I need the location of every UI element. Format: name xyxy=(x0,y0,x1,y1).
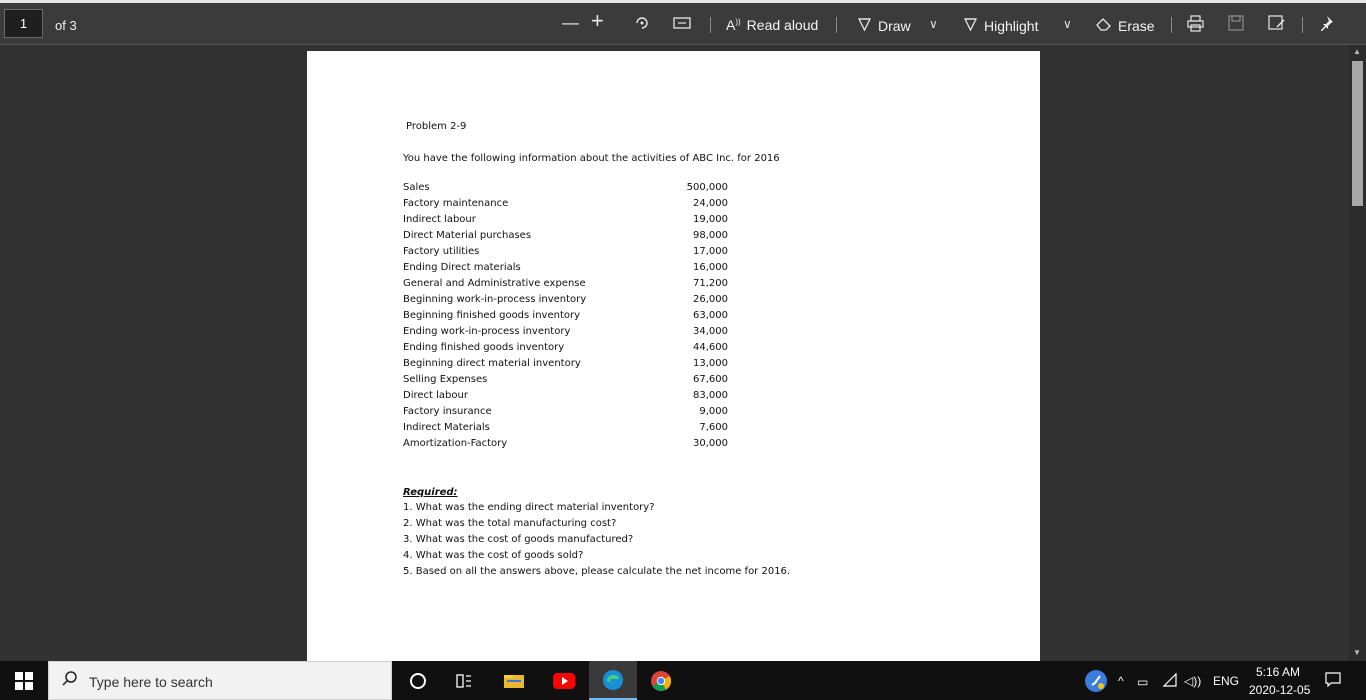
read-aloud-label: Read aloud xyxy=(746,17,819,33)
question-item: 5. Based on all the answers above, please calculate the net income for 2016. xyxy=(403,566,791,577)
required-heading: Required: xyxy=(403,487,458,498)
item-value: 34,000 xyxy=(693,326,728,337)
table-row xyxy=(403,294,733,310)
intro-text: You have the following information about the activities of ABC Inc. for 2016 xyxy=(403,153,780,164)
item-label: Indirect Materials xyxy=(403,422,490,433)
item-value: 13,000 xyxy=(693,358,728,369)
table-row xyxy=(403,310,733,326)
question-item: 1. What was the ending direct material inventory? xyxy=(403,502,655,513)
help-icon[interactable] xyxy=(1076,661,1116,700)
item-label: Factory maintenance xyxy=(403,198,509,209)
windows-logo-icon xyxy=(15,672,23,680)
youtube-icon[interactable] xyxy=(540,661,588,700)
item-value: 44,600 xyxy=(693,342,728,353)
file-explorer-icon[interactable] xyxy=(490,661,538,700)
item-label: Direct Material purchases xyxy=(403,230,532,241)
zoom-out-icon[interactable]: — xyxy=(562,13,579,32)
item-label: Ending work-in-process inventory xyxy=(403,326,571,337)
save-as-icon[interactable] xyxy=(1268,15,1286,36)
table-row xyxy=(403,438,733,454)
chrome-icon[interactable] xyxy=(637,661,685,700)
item-label: Selling Expenses xyxy=(403,374,488,385)
item-value: 24,000 xyxy=(693,198,728,209)
highlight-chevron-down-icon[interactable]: ∨ xyxy=(1063,17,1072,31)
table-row xyxy=(403,246,733,262)
print-icon[interactable] xyxy=(1187,15,1204,37)
search-icon xyxy=(62,671,78,691)
item-label: Ending Direct materials xyxy=(403,262,521,273)
problem-title: Problem 2-9 xyxy=(406,121,467,132)
item-label: Beginning work-in-process inventory xyxy=(403,294,587,305)
task-view-icon[interactable] xyxy=(440,661,488,700)
item-label: Sales xyxy=(403,182,430,193)
table-row xyxy=(403,262,733,278)
item-value: 9,000 xyxy=(699,406,728,417)
item-value: 500,000 xyxy=(686,182,728,193)
draw-chevron-down-icon[interactable]: ∨ xyxy=(929,17,938,31)
question-item: 4. What was the cost of goods sold? xyxy=(403,550,584,561)
toolbar-divider xyxy=(1302,17,1303,33)
clock-date[interactable]: 2020-12-05 xyxy=(1249,683,1311,697)
table-row xyxy=(403,374,733,390)
draw-label: Draw xyxy=(878,18,911,34)
item-value: 30,000 xyxy=(693,438,728,449)
item-label: Amortization-Factory xyxy=(403,438,508,449)
erase-label: Erase xyxy=(1118,17,1155,34)
table-row xyxy=(403,198,733,214)
item-value: 71,200 xyxy=(693,278,728,289)
scroll-up-icon[interactable]: ▲ xyxy=(1353,47,1361,56)
item-label: Indirect labour xyxy=(403,214,476,225)
item-value: 98,000 xyxy=(693,230,728,241)
table-row xyxy=(403,406,733,422)
table-row xyxy=(403,214,733,230)
item-label: Beginning direct material inventory xyxy=(403,358,581,369)
data-table xyxy=(403,182,733,454)
windows-taskbar xyxy=(0,661,1366,700)
item-value: 83,000 xyxy=(693,390,728,401)
item-label: Factory insurance xyxy=(403,406,492,417)
table-row xyxy=(403,182,733,198)
pdf-toolbar xyxy=(0,0,1366,45)
highlight-label: Highlight xyxy=(984,18,1039,34)
read-aloud-icon: A)) xyxy=(726,17,741,33)
notifications-icon[interactable] xyxy=(1325,671,1341,690)
erase-button[interactable] xyxy=(1096,17,1155,34)
taskbar-search-box[interactable] xyxy=(48,661,392,700)
table-row xyxy=(403,342,733,358)
table-row xyxy=(403,358,733,374)
toolbar-divider xyxy=(1171,17,1172,33)
read-aloud-button[interactable] xyxy=(726,17,818,33)
question-item: 2. What was the total manufacturing cost? xyxy=(403,518,617,529)
erase-icon xyxy=(1096,17,1112,34)
item-label: General and Administrative expense xyxy=(403,278,586,289)
table-row xyxy=(403,230,733,246)
volume-icon[interactable]: ◁)) xyxy=(1184,674,1202,688)
item-value: 26,000 xyxy=(693,294,728,305)
toolbar-divider xyxy=(836,17,837,33)
rotate-icon[interactable] xyxy=(634,15,650,36)
edge-browser-icon[interactable] xyxy=(589,661,637,700)
item-value: 19,000 xyxy=(693,214,728,225)
language-indicator[interactable]: ENG xyxy=(1213,674,1240,688)
item-value: 16,000 xyxy=(693,262,728,273)
draw-icon xyxy=(857,17,872,35)
page-number-input[interactable]: 1 xyxy=(4,9,43,38)
start-button[interactable] xyxy=(15,672,33,690)
page-count-label: of 3 xyxy=(55,18,77,33)
zoom-in-icon[interactable]: + xyxy=(591,8,604,33)
question-item: 3. What was the cost of goods manufactured? xyxy=(403,534,634,545)
show-hidden-icons-icon[interactable]: ^ xyxy=(1118,674,1124,688)
clock-time[interactable]: 5:16 AM xyxy=(1256,665,1301,679)
highlight-icon xyxy=(963,17,978,35)
item-label: Factory utilities xyxy=(403,246,480,257)
battery-icon[interactable]: ▭ xyxy=(1137,675,1149,689)
questions-list xyxy=(403,502,790,582)
item-value: 7,600 xyxy=(699,422,728,433)
pin-icon[interactable] xyxy=(1318,15,1334,36)
scrollbar-thumb[interactable] xyxy=(1352,61,1363,206)
fit-page-icon[interactable] xyxy=(673,15,691,36)
save-icon[interactable] xyxy=(1228,15,1244,36)
toolbar-divider xyxy=(710,17,711,33)
item-value: 67,600 xyxy=(693,374,728,385)
cortana-icon[interactable] xyxy=(394,661,442,700)
table-row xyxy=(403,390,733,406)
item-label: Direct labour xyxy=(403,390,468,401)
item-label: Beginning finished goods inventory xyxy=(403,310,581,321)
item-value: 63,000 xyxy=(693,310,728,321)
highlight-button[interactable] xyxy=(963,17,1038,35)
wifi-icon[interactable] xyxy=(1163,673,1177,690)
scroll-down-icon[interactable]: ▼ xyxy=(1353,648,1361,657)
pdf-page xyxy=(307,51,1040,661)
item-label: Ending finished goods inventory xyxy=(403,342,565,353)
draw-button[interactable] xyxy=(857,17,911,35)
item-value: 17,000 xyxy=(693,246,728,257)
search-placeholder: Type here to search xyxy=(89,674,213,690)
table-row xyxy=(403,422,733,438)
table-row xyxy=(403,326,733,342)
table-row xyxy=(403,278,733,294)
vertical-scrollbar[interactable] xyxy=(1349,45,1366,661)
